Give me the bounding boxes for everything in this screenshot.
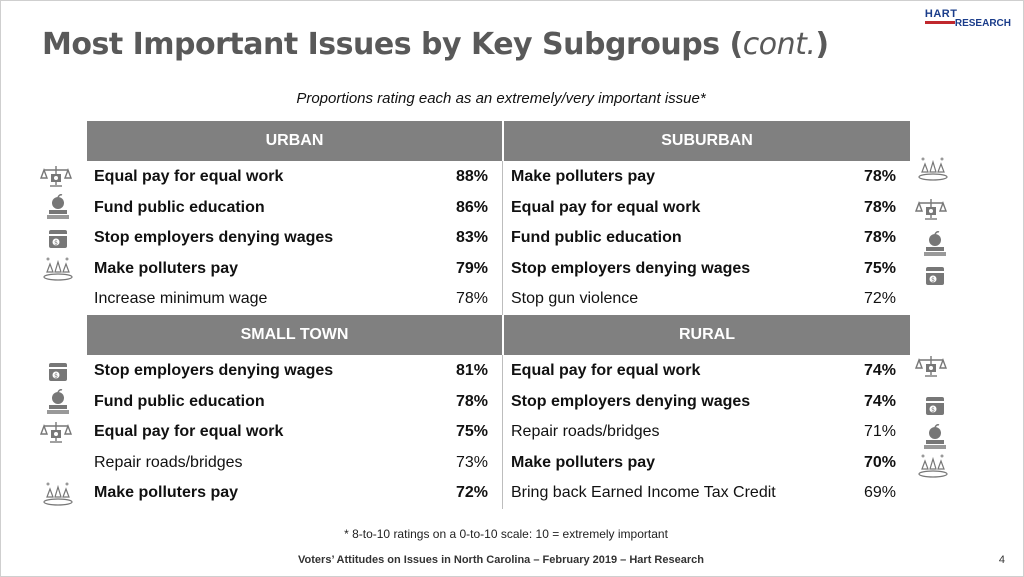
wallet-icon: [41, 226, 75, 252]
table-row: [504, 284, 910, 315]
trees-icon: [916, 156, 950, 182]
trees-icon: [41, 481, 75, 507]
row-label: Equal pay for equal work: [511, 362, 701, 379]
row-value: 78%: [863, 168, 896, 185]
row-value: 78%: [863, 198, 896, 216]
panel-header: URBAN: [87, 121, 502, 161]
table-row: [87, 387, 502, 418]
table-row: [504, 162, 910, 193]
row-label: Make polluters pay: [94, 259, 239, 277]
row-label: Stop employers denying wages: [511, 259, 751, 277]
wallet-icon: [41, 359, 75, 385]
panel-small-town: [87, 315, 502, 509]
table-row: [87, 162, 502, 193]
table-row: [87, 254, 502, 285]
row-label: Repair roads/bridges: [511, 423, 660, 440]
scales-icon: [914, 196, 948, 222]
row-value: 69%: [863, 484, 896, 501]
page-number: 4: [998, 554, 1005, 566]
row-label: Fund public education: [94, 198, 265, 216]
table-row: [504, 193, 910, 224]
row-value: 78%: [455, 392, 488, 410]
row-label: Equal pay for equal work: [94, 168, 284, 185]
page-title: [42, 27, 829, 62]
svg-text:$: $: [54, 372, 58, 380]
row-value: 79%: [455, 259, 488, 277]
table-row: [87, 448, 502, 479]
row-label: Stop gun violence: [511, 290, 639, 307]
row-label: Bring back Earned Income Tax Credit: [511, 484, 776, 501]
row-label: Make polluters pay: [511, 168, 656, 185]
table-row: [504, 478, 910, 509]
row-value: 72%: [455, 484, 488, 501]
apple-books-icon: [918, 231, 952, 257]
row-label: Stop employers denying wages: [94, 229, 334, 246]
table-row: [504, 356, 910, 387]
svg-text:$: $: [931, 406, 935, 414]
row-value: 73%: [455, 453, 488, 471]
scales-icon: [39, 163, 73, 189]
table-row: [87, 478, 502, 509]
title-italic: cont.: [742, 27, 816, 62]
table-row: [87, 356, 502, 387]
panel-header: SMALL TOWN: [87, 315, 502, 355]
row-value: 70%: [863, 453, 896, 471]
apple-books-icon: [41, 389, 75, 415]
panel-header: SUBURBAN: [504, 121, 910, 161]
row-value: 78%: [455, 290, 488, 307]
row-label: Stop employers denying wages: [94, 362, 334, 379]
row-value: 78%: [863, 229, 896, 246]
table-row: [87, 193, 502, 224]
row-value: 72%: [863, 290, 896, 307]
panel-header: RURAL: [504, 315, 910, 355]
table-row: [87, 223, 502, 254]
trees-icon: [916, 453, 950, 479]
row-label: Increase minimum wage: [94, 290, 268, 307]
row-label: Equal pay for equal work: [94, 423, 284, 440]
row-label: Stop employers denying wages: [511, 392, 751, 410]
row-label: Fund public education: [511, 229, 682, 246]
table-row: [504, 417, 910, 448]
panel-rural: [504, 315, 910, 509]
row-value: 86%: [455, 198, 488, 216]
row-value: 75%: [863, 259, 896, 277]
column-divider: [502, 355, 503, 509]
table-row: [87, 284, 502, 315]
row-value: 81%: [455, 362, 488, 379]
wallet-icon: [918, 263, 952, 289]
row-value: 74%: [863, 392, 896, 410]
svg-text:$: $: [54, 239, 58, 247]
table-row: [504, 254, 910, 285]
table-row: [504, 448, 910, 479]
hart-research-logo: [925, 9, 1011, 29]
row-label: Fund public education: [94, 392, 265, 410]
row-value: 88%: [455, 168, 488, 185]
row-label: Equal pay for equal work: [511, 198, 701, 216]
subtitle: Proportions rating each as an extremely/very important issue*: [296, 90, 706, 107]
panel-suburban: [504, 121, 910, 315]
title-close: ): [815, 27, 829, 62]
panel-urban: [87, 121, 502, 315]
logo-line2: RESEARCH: [954, 18, 1011, 29]
row-value: 75%: [455, 423, 488, 440]
row-value: 74%: [863, 362, 896, 379]
table-row: [504, 223, 910, 254]
row-value: 83%: [455, 229, 488, 246]
logo-line1: HART: [924, 8, 958, 20]
row-value: 71%: [863, 423, 896, 440]
footnote: * 8-to-10 ratings on a 0-to-10 scale: 10 = extremely important: [344, 527, 668, 541]
row-label: Repair roads/bridges: [94, 453, 243, 471]
scales-icon: [914, 353, 948, 379]
table-row: [87, 417, 502, 448]
footer: Voters’ Attitudes on Issues in North Carolina – February 2019 – Hart Research: [298, 554, 704, 566]
table-row: [504, 387, 910, 418]
trees-icon: [41, 256, 75, 282]
logo-bar: [925, 21, 955, 24]
row-label: Make polluters pay: [94, 484, 239, 501]
svg-text:$: $: [931, 276, 935, 284]
row-label: Make polluters pay: [511, 453, 656, 471]
apple-books-icon: [41, 194, 75, 220]
column-divider: [502, 161, 503, 315]
scales-icon: [39, 419, 73, 445]
apple-books-icon: [918, 424, 952, 450]
wallet-icon: [918, 393, 952, 419]
title-main: Most Important Issues by Key Subgroups (: [42, 27, 743, 62]
